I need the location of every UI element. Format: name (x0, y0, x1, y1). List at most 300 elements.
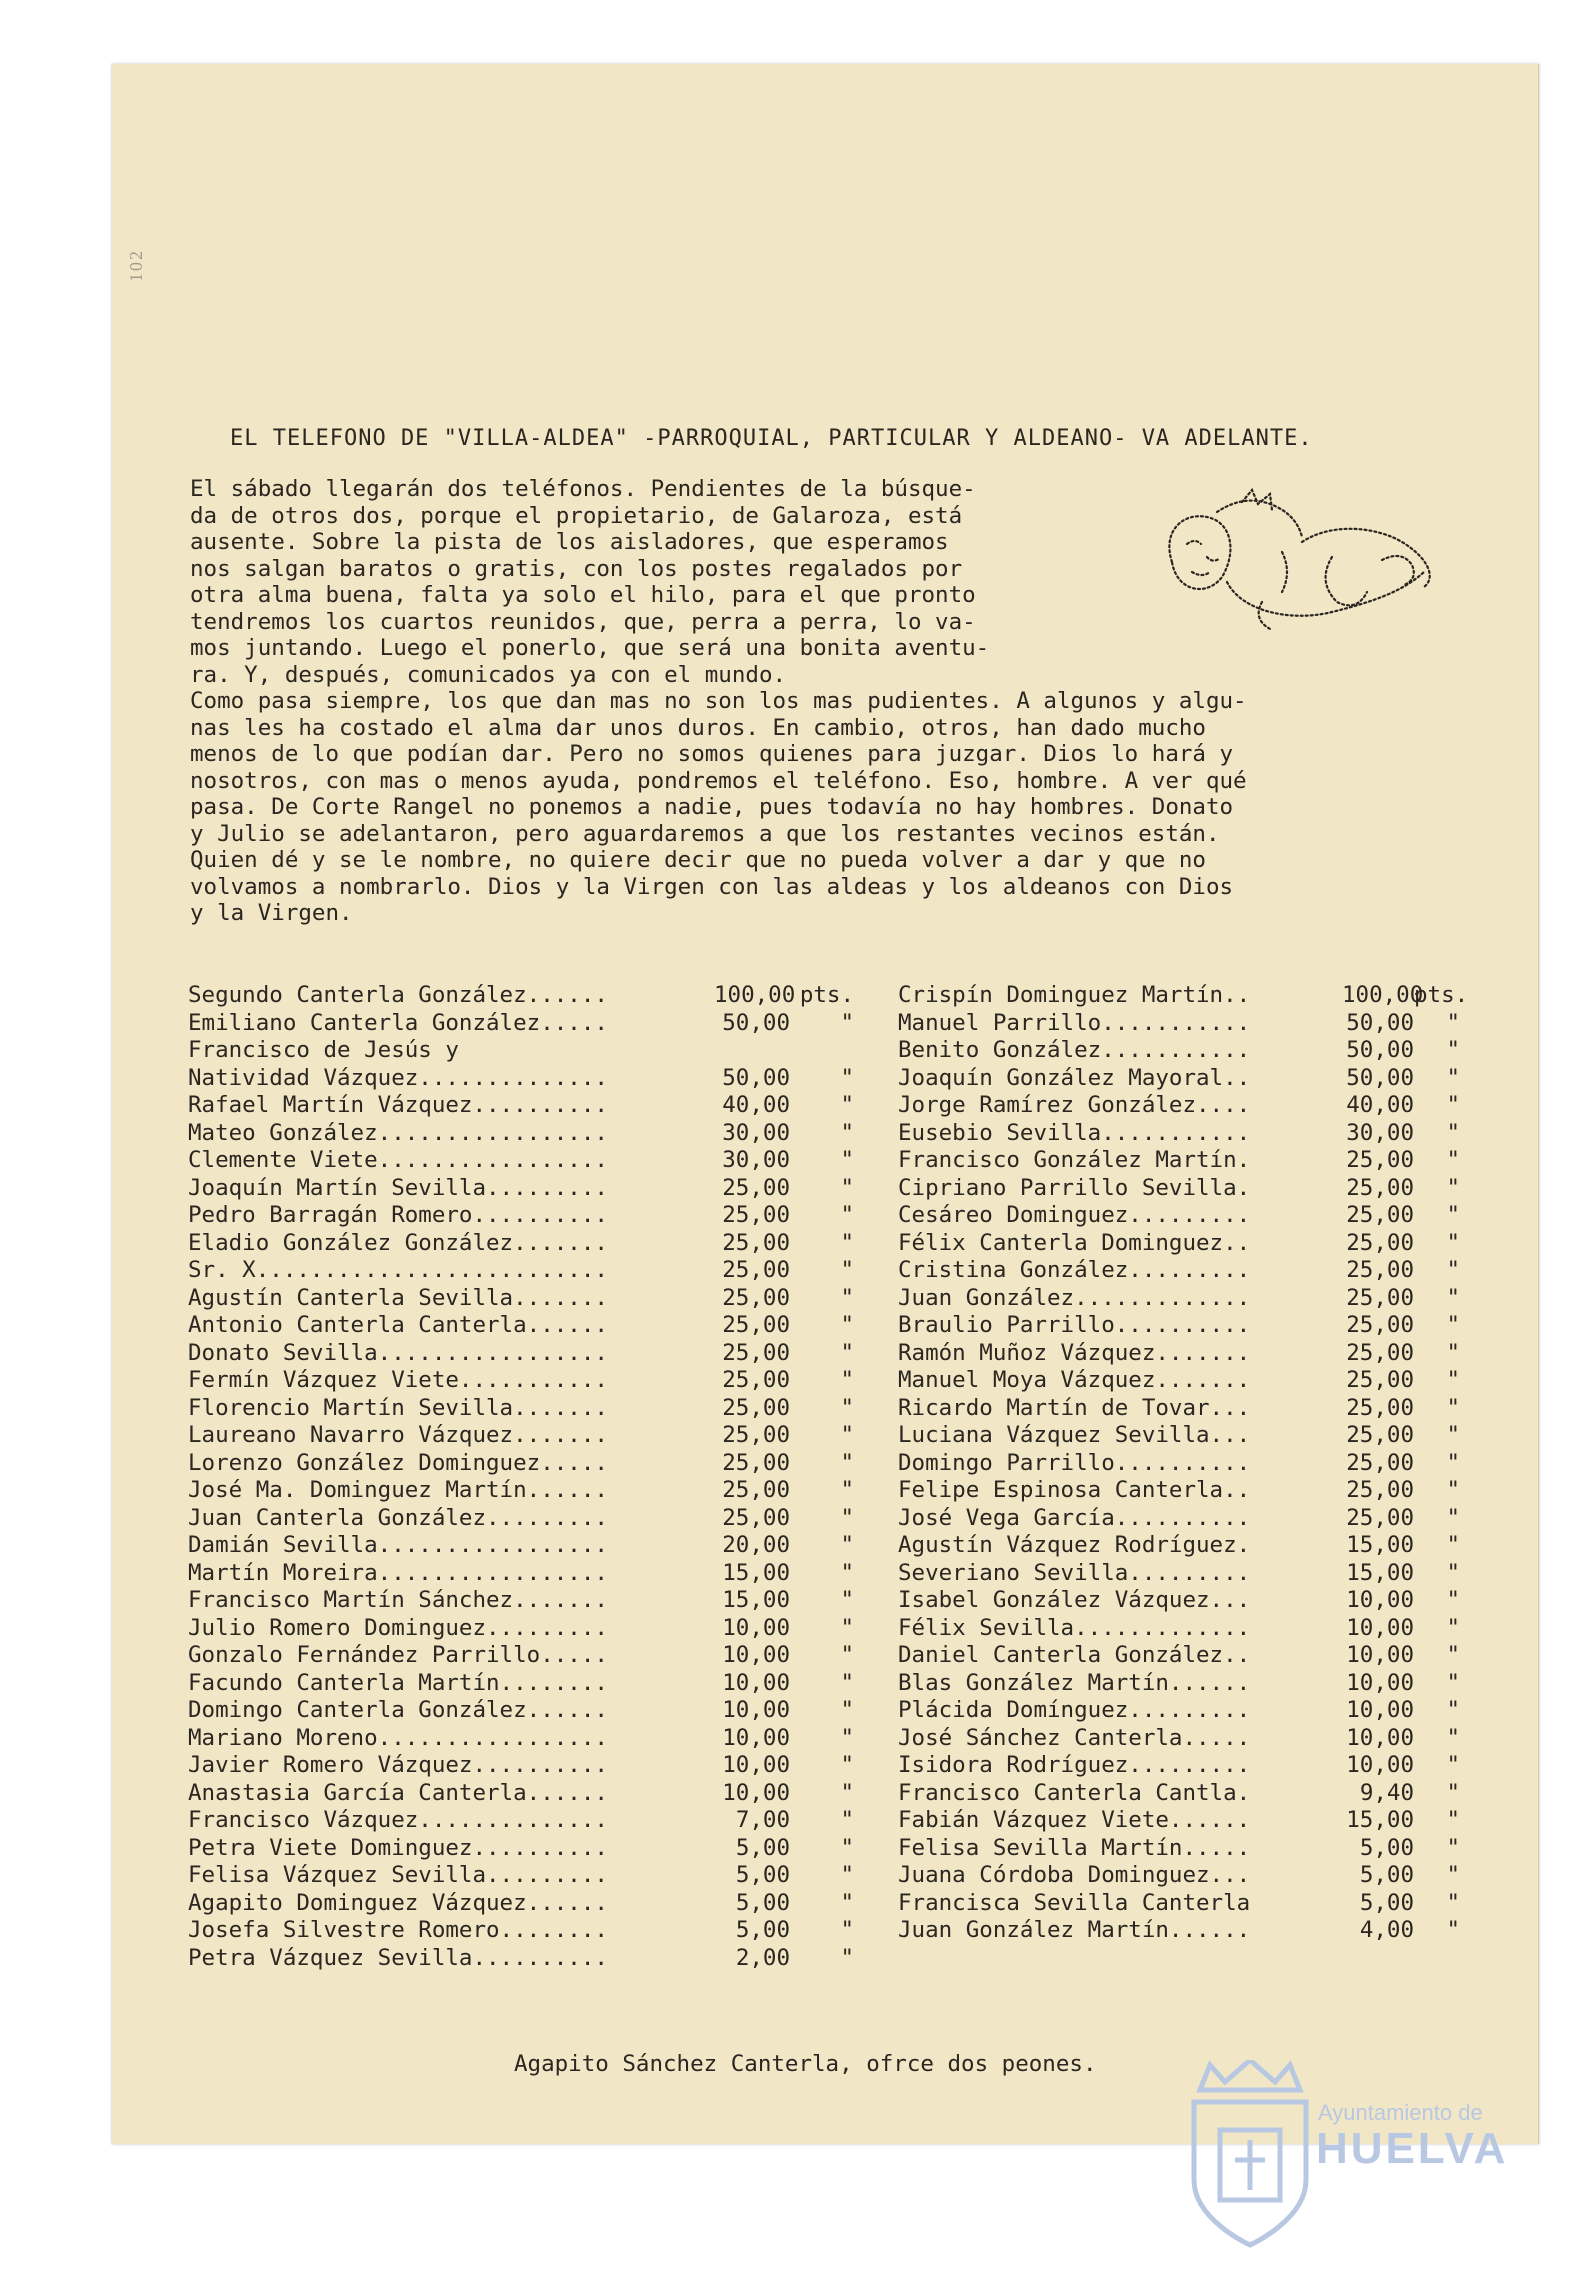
donation-amount: 25,00 (1346, 1257, 1414, 1283)
donor-name: Cristina González......... (898, 1257, 1251, 1283)
donor-name: Felisa Vázquez Sevilla......... (188, 1862, 608, 1888)
currency-unit: pts. (799, 982, 854, 1008)
currency-unit: " (840, 1064, 854, 1091)
currency-unit: " (840, 1779, 854, 1806)
donor-row (188, 1010, 854, 1038)
donor-row (188, 1092, 854, 1120)
currency-unit: " (1446, 1367, 1460, 1393)
donor-row (188, 1890, 854, 1918)
donor-row (188, 1752, 854, 1780)
currency-unit: " (1446, 1559, 1460, 1586)
donor-name: Natividad Vázquez.............. (188, 1064, 608, 1091)
donor-name: Isidora Rodríguez......... (898, 1752, 1251, 1778)
closing-note: Agapito Sánchez Canterla, ofrce dos peones. (514, 2051, 1097, 2077)
donor-row (898, 1395, 1460, 1423)
donor-row (898, 1312, 1460, 1340)
currency-unit: " (1446, 1312, 1460, 1338)
donor-row (898, 1862, 1460, 1890)
donor-row (188, 982, 854, 1010)
donor-row (898, 1010, 1460, 1038)
currency-unit: " (840, 1724, 854, 1751)
paragraph-line: nos salgan baratos o gratis, con los postes regalados por (190, 555, 963, 582)
donor-row (188, 1725, 854, 1753)
donation-amount: 25,00 (722, 1422, 790, 1448)
donor-name: Cipriano Parrillo Sevilla. (898, 1174, 1251, 1201)
donor-name: Antonio Canterla Canterla...... (188, 1312, 608, 1338)
donor-row (898, 1890, 1460, 1918)
currency-unit: " (840, 1697, 854, 1723)
donor-name: Domingo Canterla González...... (188, 1697, 608, 1723)
donor-row (898, 1285, 1460, 1313)
donation-amount: 5,00 (1359, 1834, 1414, 1861)
currency-unit: " (1446, 1642, 1460, 1668)
pencil-annotation: 102 (126, 249, 146, 282)
donation-amount: 10,00 (722, 1752, 790, 1778)
donor-name: Clemente Viete................. (188, 1147, 608, 1173)
currency-unit: " (840, 1422, 854, 1448)
donor-name: Manuel Parrillo........... (898, 1009, 1251, 1036)
donation-amount: 25,00 (722, 1174, 790, 1201)
donor-name: José Sánchez Canterla..... (898, 1724, 1251, 1751)
donor-row (898, 1835, 1460, 1863)
donation-amount: 10,00 (722, 1614, 790, 1641)
currency-unit: " (1446, 1229, 1460, 1256)
donor-name: Florencio Martín Sevilla....... (188, 1394, 608, 1421)
donor-name: Julio Romero Dominguez......... (188, 1614, 608, 1641)
donor-name: Domingo Parrillo.......... (898, 1449, 1251, 1476)
currency-unit: " (840, 1257, 854, 1283)
donor-row (188, 1257, 854, 1285)
donor-row (898, 1340, 1460, 1368)
donor-row (898, 1477, 1460, 1505)
donor-row (898, 1560, 1460, 1588)
donor-row (188, 1505, 854, 1533)
donation-amount: 25,00 (1346, 1504, 1414, 1531)
currency-unit: " (1446, 1339, 1460, 1366)
donor-row (188, 1477, 854, 1505)
donor-row (188, 1945, 854, 1973)
donor-row (898, 1422, 1460, 1450)
donation-amount: 25,00 (722, 1284, 790, 1311)
currency-unit: " (840, 1339, 854, 1366)
donation-amount: 50,00 (1346, 1064, 1414, 1091)
donation-amount: 25,00 (1346, 1477, 1414, 1503)
currency-unit: " (1446, 1779, 1460, 1806)
donor-row (898, 1917, 1460, 1945)
donation-amount: 25,00 (722, 1339, 790, 1366)
donor-row (898, 1725, 1460, 1753)
donor-row (188, 1862, 854, 1890)
donor-name: Felisa Sevilla Martín..... (898, 1834, 1251, 1861)
currency-unit: " (1446, 1449, 1460, 1476)
donation-amount: 5,00 (735, 1917, 790, 1943)
currency-unit: " (1446, 1504, 1460, 1531)
currency-unit: " (840, 1174, 854, 1201)
donor-name: Gonzalo Fernández Parrillo..... (188, 1642, 608, 1668)
donation-amount: 25,00 (1346, 1394, 1414, 1421)
huelva-crest-icon (1180, 2060, 1320, 2250)
donation-amount: 25,00 (722, 1257, 790, 1283)
donation-amount: 10,00 (1346, 1697, 1414, 1723)
donation-amount: 4,00 (1359, 1917, 1414, 1943)
donation-amount: 10,00 (1346, 1642, 1414, 1668)
currency-unit: " (840, 1284, 854, 1311)
donor-name: Eusebio Sevilla........... (898, 1119, 1251, 1146)
donor-list-right (898, 982, 1469, 1945)
donor-row (898, 1065, 1460, 1093)
donor-row (898, 982, 1469, 1010)
watermark-line2: HUELVA (1316, 2124, 1509, 2173)
donor-name: Daniel Canterla González.. (898, 1642, 1251, 1668)
currency-unit: " (1446, 1807, 1460, 1833)
donor-name: Petra Viete Dominguez.......... (188, 1834, 608, 1861)
currency-unit (790, 1037, 854, 1065)
document-sheet (112, 64, 1539, 2144)
donation-amount: 10,00 (1346, 1724, 1414, 1751)
donor-list-left (188, 982, 854, 1972)
donation-amount: 10,00 (722, 1779, 790, 1806)
donor-name: Félix Canterla Dominguez.. (898, 1229, 1251, 1256)
currency-unit: " (840, 1834, 854, 1861)
donor-name: Anastasia García Canterla...... (188, 1779, 608, 1806)
donor-row (188, 1285, 854, 1313)
currency-unit: " (1446, 1009, 1460, 1036)
donation-amount: 30,00 (1346, 1119, 1414, 1146)
currency-unit: " (840, 1889, 854, 1916)
currency-unit: " (840, 1449, 854, 1476)
paragraph-line: nosotros, con mas o menos ayuda, pondremos el teléfono. Eso, hombre. A ver qué (190, 767, 1247, 794)
donor-row (188, 1120, 854, 1148)
donor-name: Mariano Moreno................. (188, 1724, 608, 1751)
donor-name: Francisco Vázquez.............. (188, 1807, 608, 1833)
currency-unit: " (1446, 1257, 1460, 1283)
currency-unit: " (1446, 1092, 1460, 1118)
donor-row (898, 1147, 1460, 1175)
currency-unit: " (1446, 1587, 1460, 1613)
donation-amount: 15,00 (1346, 1559, 1414, 1586)
currency-unit: " (840, 1862, 854, 1888)
donation-amount: 25,00 (1346, 1312, 1414, 1338)
donor-name: Juan Canterla González......... (188, 1504, 608, 1531)
paragraph-line: da de otros dos, porque el propietario, de Galaroza, está (190, 502, 963, 529)
currency-unit: " (1446, 1174, 1460, 1201)
donation-amount: 2,00 (735, 1944, 790, 1971)
donor-name: Agustín Vázquez Rodríguez. (898, 1532, 1251, 1558)
donor-row (188, 1670, 854, 1698)
donor-name: Fermín Vázquez Viete........... (188, 1367, 608, 1393)
donor-row (898, 1257, 1460, 1285)
donor-row (898, 1615, 1460, 1643)
baby-sketch-icon (1162, 482, 1452, 642)
donor-name: Damián Sevilla................. (188, 1532, 608, 1558)
donor-row (188, 1532, 854, 1560)
paragraph-line: tendremos los cuartos reunidos, que, perra a perra, lo va- (190, 608, 976, 635)
donor-name: Francisco Canterla Cantla. (898, 1779, 1251, 1806)
donor-row (898, 1092, 1460, 1120)
paragraph-line: El sábado llegarán dos teléfonos. Pendientes de la búsque- (190, 476, 976, 502)
currency-unit: " (840, 1394, 854, 1421)
paragraph-line: ra. Y, después, comunicados ya con el mundo. (190, 661, 787, 688)
donor-row (188, 1312, 854, 1340)
donor-name: Francisco de Jesús y (188, 1037, 459, 1063)
currency-unit: " (1446, 1889, 1460, 1916)
donor-name: Félix Sevilla............. (898, 1614, 1251, 1641)
donor-row (188, 1560, 854, 1588)
donor-name: Braulio Parrillo.......... (898, 1312, 1251, 1338)
currency-unit: " (840, 1147, 854, 1173)
donation-amount: 25,00 (1346, 1202, 1414, 1228)
donor-row (898, 1230, 1460, 1258)
donation-amount: 20,00 (722, 1532, 790, 1558)
donor-row (188, 1367, 854, 1395)
currency-unit: " (840, 1587, 854, 1613)
donor-name: José Vega García.......... (898, 1504, 1251, 1531)
donor-name: Francisca Sevilla Canterla (898, 1889, 1251, 1916)
currency-unit: pts. (1414, 982, 1469, 1008)
donation-amount: 9,40 (1359, 1779, 1414, 1806)
currency-unit: " (1446, 1834, 1460, 1861)
donor-name: Ricardo Martín de Tovar... (898, 1394, 1251, 1421)
donation-amount: 25,00 (1346, 1229, 1414, 1256)
paragraph-line: volvamos a nombrarlo. Dios y la Virgen con las aldeas y los aldeanos con Dios (190, 873, 1234, 900)
donor-name: Agapito Dominguez Vázquez...... (188, 1889, 608, 1916)
currency-unit: " (840, 1917, 854, 1943)
donor-row (188, 1917, 854, 1945)
donor-name: Juana Córdoba Dominguez... (898, 1862, 1251, 1888)
currency-unit: " (840, 1642, 854, 1668)
donor-row (188, 1340, 854, 1368)
donor-row (188, 1615, 854, 1643)
donation-amount: 25,00 (722, 1477, 790, 1503)
currency-unit: " (840, 1119, 854, 1146)
donor-name: Javier Romero Vázquez.......... (188, 1752, 608, 1778)
donation-amount: 10,00 (1346, 1587, 1414, 1613)
donor-row (898, 1505, 1460, 1533)
donation-amount: 25,00 (722, 1449, 790, 1476)
currency-unit: " (840, 1559, 854, 1586)
paragraph-line: pasa. De Corte Rangel no ponemos a nadie, pues todavía no hay hombres. Donato (190, 794, 1234, 820)
donor-row (898, 1450, 1460, 1478)
donor-row (898, 1587, 1460, 1615)
donation-amount: 25,00 (1346, 1339, 1414, 1366)
currency-unit: " (1446, 1394, 1460, 1421)
donation-amount: 15,00 (1346, 1807, 1414, 1833)
donation-amount: 10,00 (722, 1697, 790, 1723)
donor-row (898, 1752, 1460, 1780)
currency-unit: " (1446, 1422, 1460, 1448)
donation-amount: 10,00 (722, 1642, 790, 1668)
donor-row (898, 1697, 1460, 1725)
currency-unit: " (840, 1092, 854, 1118)
currency-unit: " (1446, 1202, 1460, 1228)
donation-amount: 50,00 (722, 1064, 790, 1091)
donor-name: Felipe Espinosa Canterla.. (898, 1477, 1251, 1503)
document-title: EL TELEFONO DE "VILLA-ALDEA" -PARROQUIAL, PARTICULAR Y ALDEANO- VA ADELANTE. (230, 426, 1313, 451)
donor-row (898, 1120, 1460, 1148)
paragraph-line: menos de lo que podían dar. Pero no somos quienes para juzgar. Dios lo hará y (190, 741, 1234, 767)
donation-amount: 30,00 (722, 1119, 790, 1146)
donor-row (188, 1587, 854, 1615)
donor-name: Martín Moreira................. (188, 1559, 608, 1586)
donor-name: Blas González Martín...... (898, 1669, 1251, 1696)
donor-row (188, 1175, 854, 1203)
currency-unit: " (1446, 1724, 1460, 1751)
currency-unit: " (840, 1202, 854, 1228)
currency-unit: " (1446, 1284, 1460, 1311)
donor-row (898, 1037, 1460, 1065)
donation-amount: 40,00 (722, 1092, 790, 1118)
donation-amount: 5,00 (1359, 1862, 1414, 1888)
donor-row (898, 1367, 1460, 1395)
currency-unit: " (1446, 1532, 1460, 1558)
donation-amount (714, 1037, 790, 1065)
donor-name: Rafael Martín Vázquez.......... (188, 1092, 608, 1118)
donation-amount: 10,00 (1346, 1614, 1414, 1641)
donor-row (898, 1642, 1460, 1670)
donor-name: Juan González............. (898, 1284, 1251, 1311)
donor-name: Josefa Silvestre Romero........ (188, 1917, 608, 1943)
donor-name: Joaquín Martín Sevilla......... (188, 1174, 608, 1201)
donation-amount: 100,00 (1342, 982, 1424, 1008)
donor-name: Agustín Canterla Sevilla....... (188, 1284, 608, 1311)
donor-row (188, 1642, 854, 1670)
donation-amount: 25,00 (1346, 1449, 1414, 1476)
donation-amount: 15,00 (1346, 1532, 1414, 1558)
currency-unit: " (840, 1944, 854, 1971)
donor-row (188, 1395, 854, 1423)
donor-name: Manuel Moya Vázquez....... (898, 1367, 1251, 1393)
donor-name: Crispín Dominguez Martín.. (898, 982, 1251, 1008)
donor-name: Francisco González Martín. (898, 1147, 1251, 1173)
donor-row (898, 1175, 1460, 1203)
donation-amount: 25,00 (1346, 1174, 1414, 1201)
donation-amount: 40,00 (1346, 1092, 1414, 1118)
donation-amount: 50,00 (1346, 1037, 1414, 1063)
currency-unit: " (840, 1504, 854, 1531)
currency-unit: " (840, 1367, 854, 1393)
donation-amount: 25,00 (722, 1367, 790, 1393)
donation-amount: 10,00 (1346, 1669, 1414, 1696)
donor-name: Laureano Navarro Vázquez....... (188, 1422, 608, 1448)
currency-unit: " (840, 1532, 854, 1558)
donation-amount: 5,00 (735, 1889, 790, 1916)
donation-amount: 25,00 (722, 1229, 790, 1256)
donor-name: Facundo Canterla Martín........ (188, 1669, 608, 1696)
donation-amount: 50,00 (1346, 1009, 1414, 1036)
donor-row (188, 1422, 854, 1450)
currency-unit: " (1446, 1119, 1460, 1146)
donor-row (188, 1835, 854, 1863)
donation-amount: 25,00 (1346, 1284, 1414, 1311)
paragraph-line: nas les ha costado el alma dar unos duros. En cambio, otros, han dado mucho (190, 714, 1206, 741)
currency-unit: " (1446, 1147, 1460, 1173)
currency-unit: " (840, 1312, 854, 1338)
paragraph-line: ausente. Sobre la pista de los aisladores, que esperamos (190, 529, 949, 555)
paragraph-line: Como pasa siempre, los que dan mas no son los mas pudientes. A algunos y algu- (190, 688, 1247, 714)
paragraph-line: y Julio se adelantaron, pero aguardaremos a que los restantes vecinos están. (190, 820, 1220, 847)
currency-unit: " (1446, 1752, 1460, 1778)
donation-amount: 10,00 (1346, 1752, 1414, 1778)
donor-name: Joaquín González Mayoral.. (898, 1064, 1251, 1091)
donor-row (898, 1780, 1460, 1808)
currency-unit: " (840, 1807, 854, 1833)
donation-amount: 25,00 (1346, 1367, 1414, 1393)
donor-name: José Ma. Dominguez Martín...... (188, 1477, 608, 1503)
currency-unit: " (1446, 1614, 1460, 1641)
donor-name: Pedro Barragán Romero.......... (188, 1202, 608, 1228)
donation-amount: 15,00 (722, 1559, 790, 1586)
donation-amount: 100,00 (714, 982, 796, 1008)
donor-name: Cesáreo Dominguez......... (898, 1202, 1251, 1228)
paragraph-line: y la Virgen. (190, 900, 353, 926)
donor-name: Jorge Ramírez González.... (898, 1092, 1251, 1118)
donor-row (188, 1697, 854, 1725)
donation-amount: 25,00 (722, 1312, 790, 1338)
currency-unit: " (1446, 1037, 1460, 1063)
donation-amount: 25,00 (1346, 1147, 1414, 1173)
donor-name: Benito González........... (898, 1037, 1251, 1063)
paragraph-line: mos juntando. Luego el ponerlo, que será una bonita aventu- (190, 635, 990, 661)
donor-name: Plácida Domínguez......... (898, 1697, 1251, 1723)
donor-row (188, 1450, 854, 1478)
donor-row (898, 1202, 1460, 1230)
donor-name: Sr. X.......................... (188, 1257, 608, 1283)
currency-unit: " (1446, 1064, 1460, 1091)
watermark-line1: Ayuntamiento de (1318, 2100, 1483, 2125)
donor-row (898, 1670, 1460, 1698)
donor-name: Donato Sevilla................. (188, 1339, 608, 1366)
donor-name: Lorenzo González Dominguez..... (188, 1449, 608, 1476)
currency-unit: " (840, 1614, 854, 1641)
donor-name: Severiano Sevilla......... (898, 1559, 1251, 1586)
donor-row (188, 1147, 854, 1175)
donor-row (188, 1780, 854, 1808)
donor-row (898, 1532, 1460, 1560)
currency-unit: " (840, 1477, 854, 1503)
donation-amount: 5,00 (735, 1834, 790, 1861)
donation-amount: 30,00 (722, 1147, 790, 1173)
currency-unit: " (840, 1229, 854, 1256)
body-paragraph (190, 476, 1247, 927)
currency-unit: " (1446, 1862, 1460, 1888)
donation-amount: 10,00 (722, 1669, 790, 1696)
donation-amount: 25,00 (722, 1202, 790, 1228)
currency-unit: " (1446, 1477, 1460, 1503)
currency-unit: " (840, 1009, 854, 1036)
donor-name: Ramón Muñoz Vázquez....... (898, 1339, 1251, 1366)
donation-amount: 25,00 (1346, 1422, 1414, 1448)
donor-name: Eladio González González....... (188, 1229, 608, 1256)
donation-amount: 15,00 (722, 1587, 790, 1613)
currency-unit: " (1446, 1669, 1460, 1696)
currency-unit: " (840, 1669, 854, 1696)
donor-name: Petra Vázquez Sevilla.......... (188, 1944, 608, 1971)
donor-name: Emiliano Canterla González..... (188, 1009, 608, 1036)
donor-name: Juan González Martín...... (898, 1917, 1251, 1943)
donor-row (188, 1202, 854, 1230)
donor-row (188, 1230, 854, 1258)
donor-name: Mateo González................. (188, 1119, 608, 1146)
donation-amount: 25,00 (722, 1394, 790, 1421)
donor-name: Segundo Canterla González...... (188, 982, 608, 1008)
currency-unit: " (840, 1752, 854, 1778)
paragraph-line: otra alma buena, falta ya solo el hilo, para el que pronto (190, 582, 976, 608)
donor-row (188, 1037, 854, 1065)
donor-row (188, 1065, 854, 1093)
donor-name: Isabel González Vázquez... (898, 1587, 1251, 1613)
donation-amount: 5,00 (735, 1862, 790, 1888)
donation-amount: 50,00 (722, 1009, 790, 1036)
